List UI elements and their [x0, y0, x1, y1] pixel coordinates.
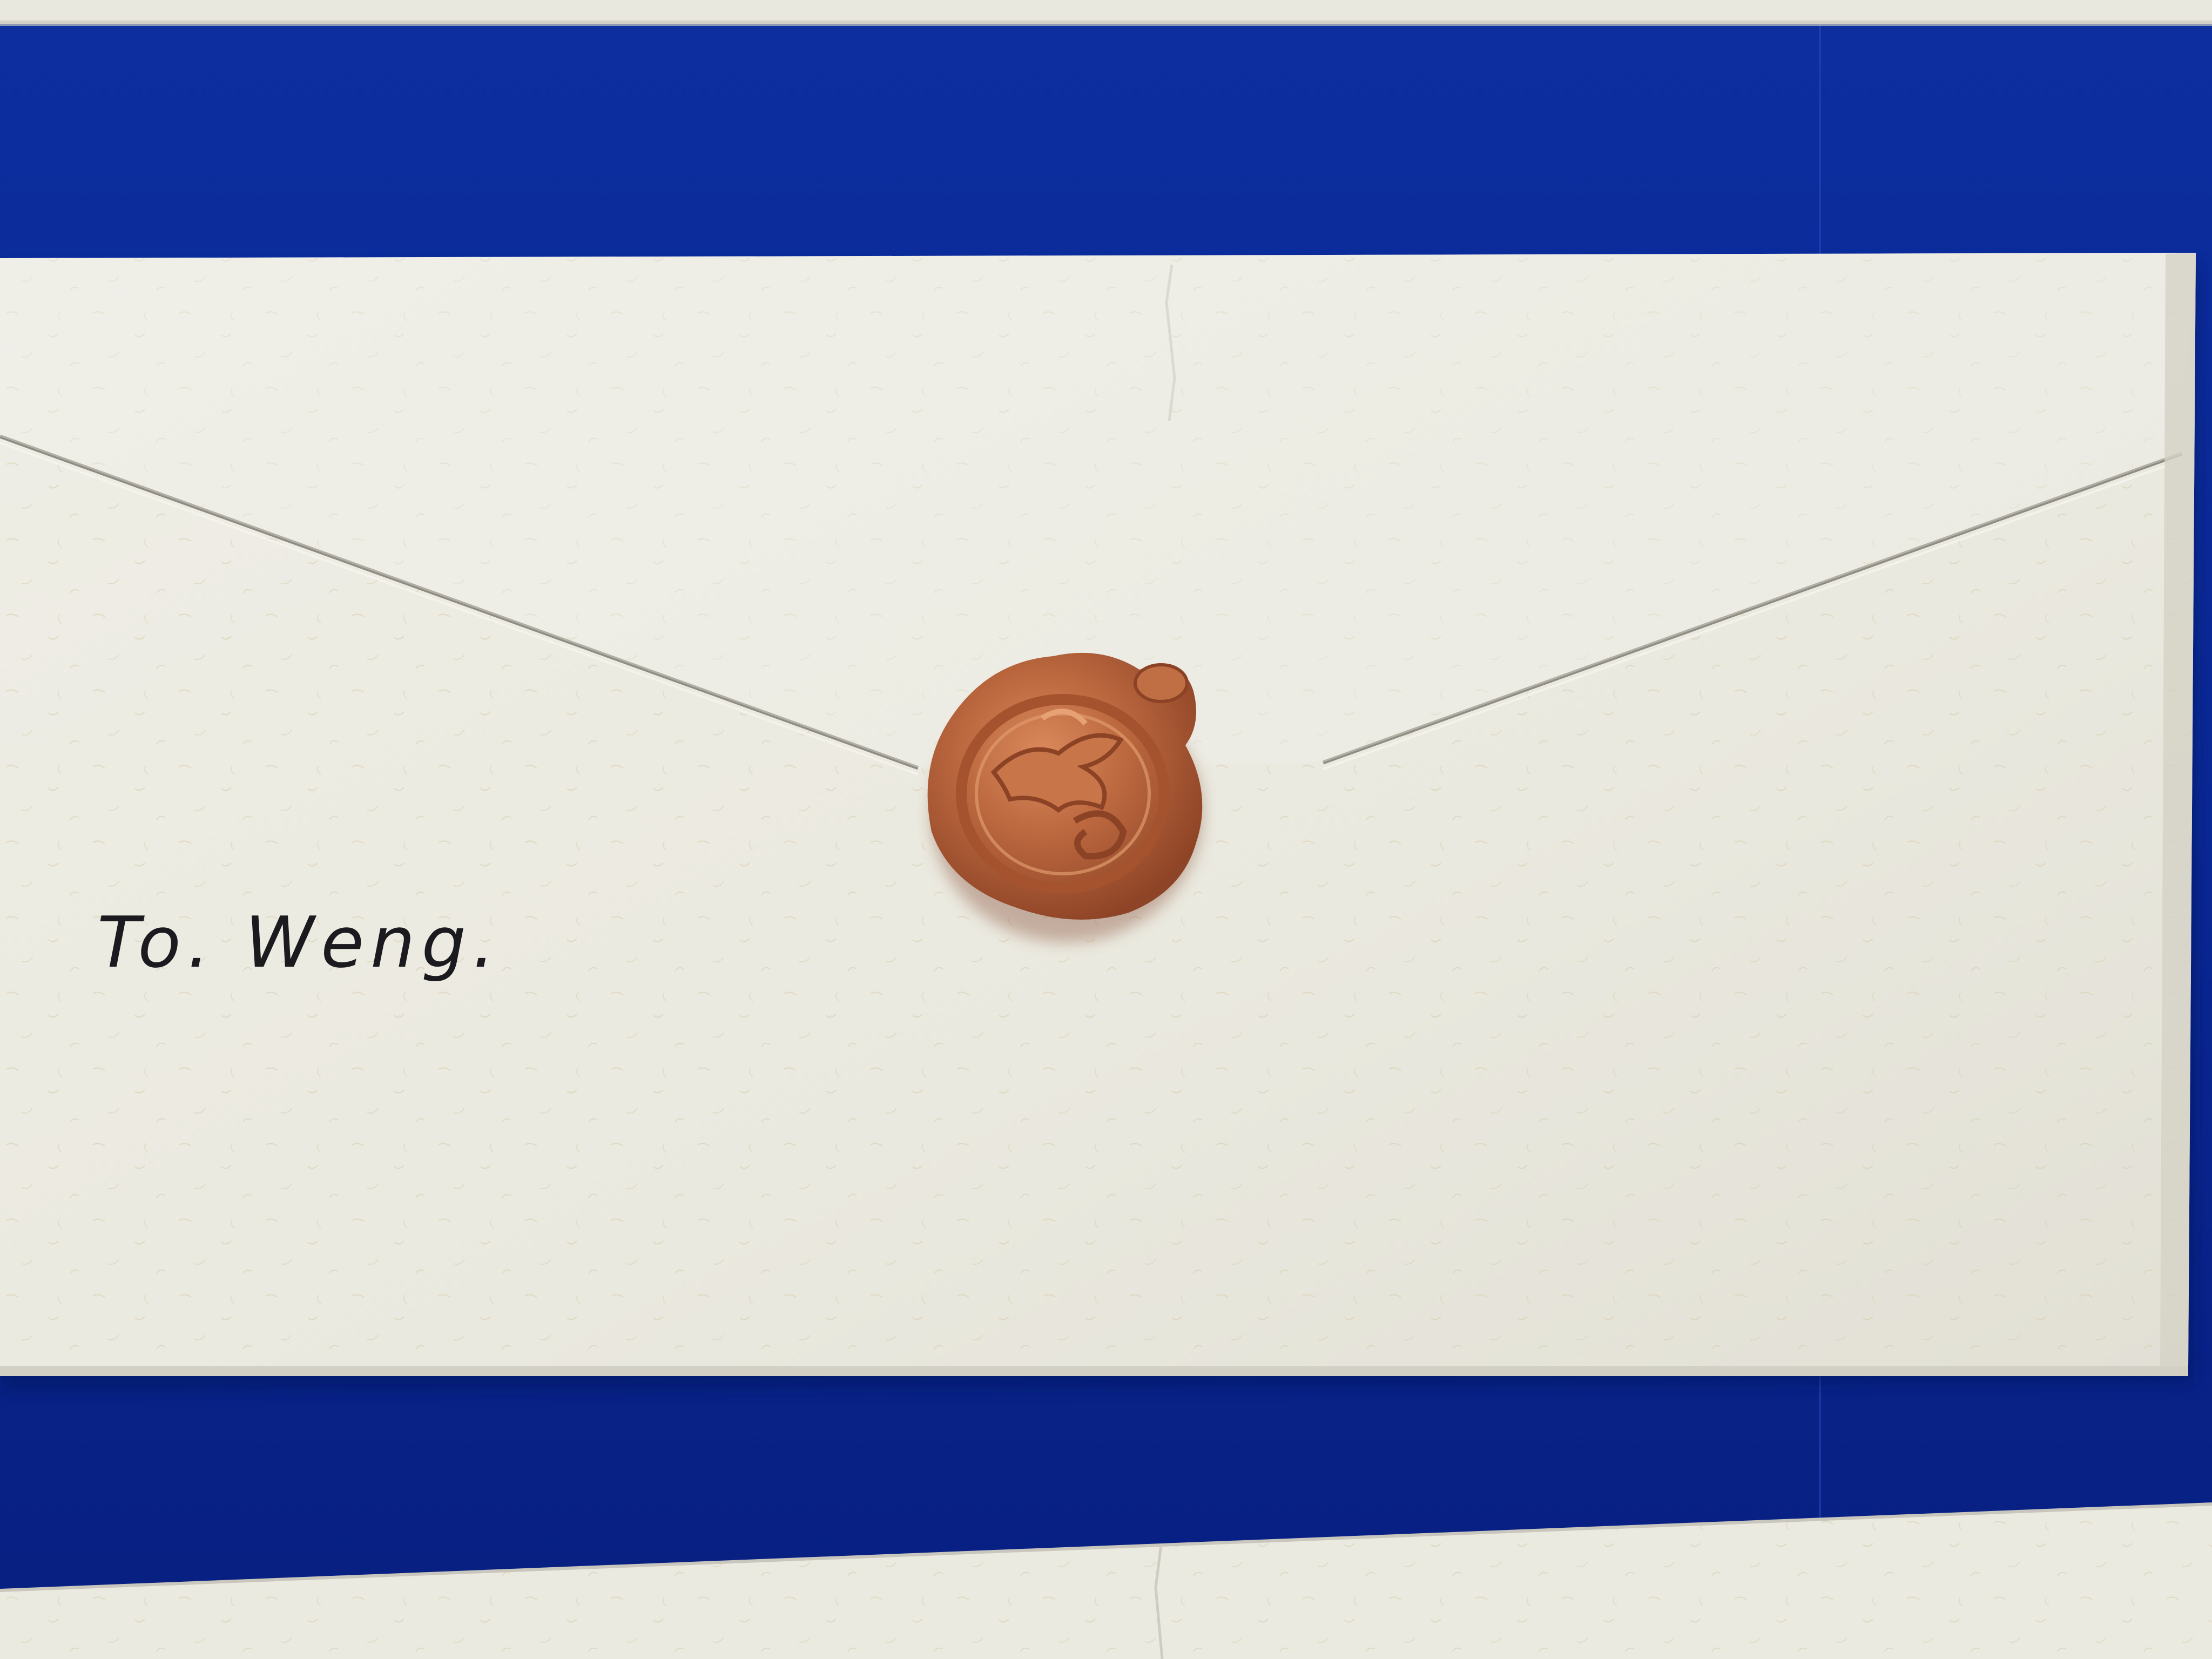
recipient-handwriting: To. Weng.: [97, 901, 502, 983]
envelope-bottom-edge: [0, 1366, 2188, 1376]
wax-seal-icon: [928, 653, 1203, 942]
top-envelope: [0, 0, 2212, 26]
